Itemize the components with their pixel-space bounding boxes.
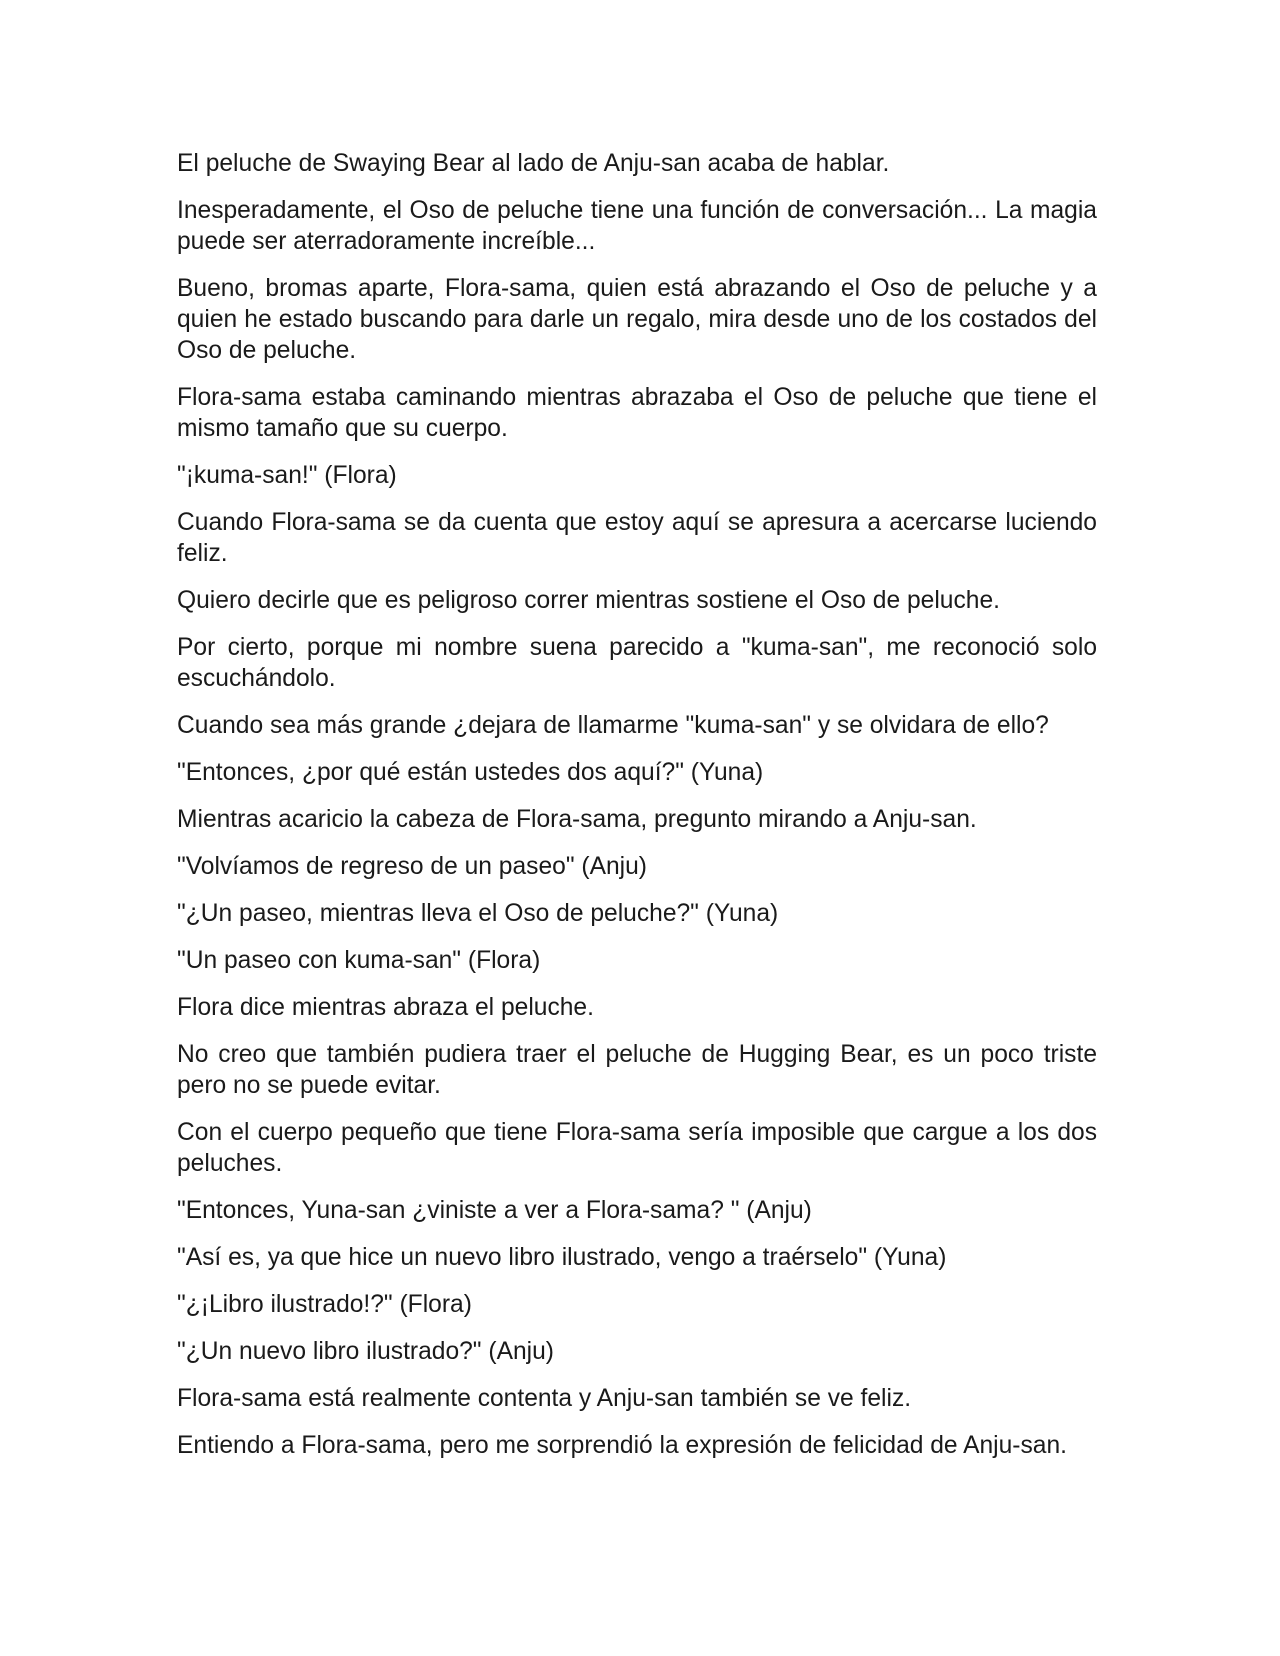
paragraph: Inesperadamente, el Oso de peluche tiene una función de conversación... La magia puede ser aterradoramente increíble... [177,197,1097,255]
paragraph: Por cierto, porque mi nombre suena parecido a "kuma-san", me reconoció solo escuchándolo. [177,634,1097,692]
paragraph: "Así es, ya que hice un nuevo libro ilustrado, vengo a traérselo" (Yuna) [177,1244,947,1271]
paragraph: "Volvíamos de regreso de un paseo" (Anju) [177,853,647,880]
paragraph: "¡kuma-san!" (Flora) [177,462,397,489]
paragraph: No creo que también pudiera traer el peluche de Hugging Bear, es un poco triste pero no se puede evitar. [177,1041,1097,1099]
paragraph: Entiendo a Flora-sama, pero me sorprendió la expresión de felicidad de Anju-san. [177,1432,1067,1459]
document-body [177,148,1097,1477]
paragraph: "¿¡Libro ilustrado!?" (Flora) [177,1291,472,1318]
paragraph: Mientras acaricio la cabeza de Flora-sama, pregunto mirando a Anju-san. [177,806,977,833]
paragraph: "Entonces, Yuna-san ¿viniste a ver a Flora-sama? " (Anju) [177,1197,812,1224]
paragraph: Con el cuerpo pequeño que tiene Flora-sama sería imposible que cargue a los dos peluches. [177,1119,1097,1177]
paragraph: "¿Un paseo, mientras lleva el Oso de peluche?" (Yuna) [177,900,779,927]
paragraph: "¿Un nuevo libro ilustrado?" (Anju) [177,1338,554,1365]
paragraph: Cuando sea más grande ¿dejara de llamarme "kuma-san" y se olvidara de ello? [177,712,1049,739]
paragraph: Cuando Flora-sama se da cuenta que estoy aquí se apresura a acercarse luciendo feliz. [177,509,1097,567]
paragraph: El peluche de Swaying Bear al lado de Anju-san acaba de hablar. [177,150,890,177]
paragraph: Bueno, bromas aparte, Flora-sama, quien está abrazando el Oso de peluche y a quien he estado buscando para darle un regalo, mira desde uno de los costados del Oso de peluche. [177,275,1097,364]
paragraph: "Un paseo con kuma-san" (Flora) [177,947,541,974]
paragraph: Flora-sama estaba caminando mientras abrazaba el Oso de peluche que tiene el mismo tamaño que su cuerpo. [177,384,1097,442]
paragraph: Quiero decirle que es peligroso correr mientras sostiene el Oso de peluche. [177,587,1000,614]
paragraph: Flora dice mientras abraza el peluche. [177,994,594,1021]
paragraph: Flora-sama está realmente contenta y Anju-san también se ve feliz. [177,1385,912,1412]
paragraph: "Entonces, ¿por qué están ustedes dos aquí?" (Yuna) [177,759,764,786]
